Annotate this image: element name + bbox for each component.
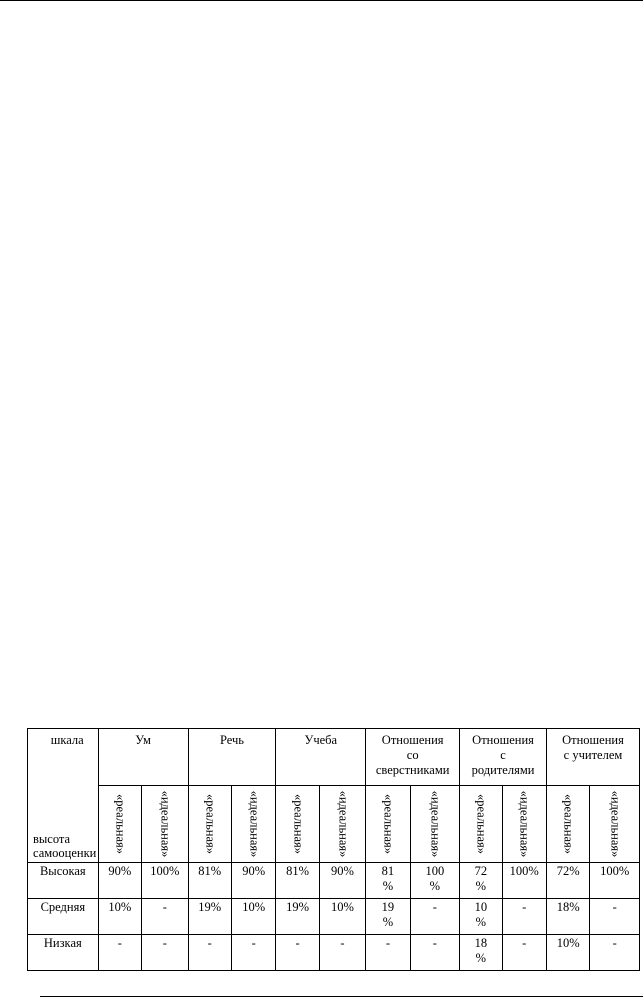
row-label: Низкая: [28, 935, 99, 971]
table-cell: [460, 863, 502, 899]
row-label: Высокая: [28, 863, 99, 899]
table-cell: [319, 863, 365, 899]
subheader-real: [366, 786, 410, 863]
cell-value: 10%: [331, 900, 354, 914]
cell-value: 90%: [108, 864, 132, 878]
table-cell: [142, 863, 188, 899]
table-cell: [188, 899, 231, 935]
subheader-row: [28, 786, 640, 863]
cell-value: 72%: [556, 864, 580, 878]
subheader-real: [546, 786, 589, 863]
table-cell: [142, 899, 188, 935]
cell-value: 90%: [331, 864, 354, 878]
table-cell: [188, 863, 231, 899]
cell-value: -: [117, 936, 122, 950]
table-row: [28, 899, 640, 935]
corner-header-cell: [28, 729, 99, 863]
subheader-ideal: [231, 786, 275, 863]
cell-value: 72: [474, 864, 488, 878]
cell-value: -: [295, 936, 300, 950]
table-cell: [502, 899, 546, 935]
cell-value: -: [522, 900, 527, 914]
cell-value: -: [432, 900, 437, 914]
table-cell: [366, 863, 410, 899]
subheader-ideal-label: «идеальная»: [247, 790, 262, 858]
subheader-real-label: «реальная»: [203, 793, 218, 855]
table-cell: [98, 899, 141, 935]
table-cell: [460, 899, 502, 935]
table-cell: [276, 935, 319, 971]
table-cell: [98, 935, 141, 971]
cell-value: 81: [381, 864, 395, 878]
table-cell: [460, 935, 502, 971]
subheader-ideal-label: «идеальная»: [428, 790, 443, 858]
group-header-study: Учеба: [276, 729, 366, 786]
cell-value: 100: [425, 864, 445, 878]
table-cell: [319, 899, 365, 935]
subheader-real-label: «реальная»: [113, 793, 128, 855]
cell-value: 90%: [242, 864, 266, 878]
cell-value: 81%: [286, 864, 310, 878]
top-rule: [0, 0, 643, 1]
subheader-ideal: [590, 786, 640, 863]
table-cell: [502, 863, 546, 899]
cell-value: 81%: [198, 864, 222, 878]
group-header-teacher: Отношения с учителем: [546, 729, 639, 786]
cell-value: %: [382, 879, 394, 893]
cell-value: 19: [381, 900, 395, 914]
table-cell: [546, 899, 589, 935]
table-cell: [546, 935, 589, 971]
table-cell: [590, 899, 640, 935]
table-cell: [546, 863, 589, 899]
cell-value: -: [522, 936, 527, 950]
subheader-ideal-label: «идеальная»: [336, 790, 350, 858]
subheader-real-label: «реальная»: [291, 793, 306, 855]
subheader-ideal-label: «идеальная»: [517, 790, 532, 858]
cell-value: 100%: [509, 864, 539, 878]
cell-value: 18: [474, 936, 488, 950]
table-row: [28, 935, 640, 971]
cell-value: 10%: [108, 900, 132, 914]
subheader-ideal: [410, 786, 459, 863]
corner-height-label: высота самооценки: [33, 832, 97, 860]
table-cell: [366, 899, 410, 935]
table-cell: [142, 935, 188, 971]
cell-value: 18%: [556, 900, 580, 914]
table-cell: [590, 935, 640, 971]
subheader-real: [188, 786, 231, 863]
subheader-ideal-label: «идеальная»: [608, 790, 623, 858]
table-cell: [188, 935, 231, 971]
subheader-real-label: «реальная»: [474, 793, 489, 855]
subheader-ideal: [502, 786, 546, 863]
self-esteem-table: [27, 728, 640, 971]
subheader-real: [460, 786, 502, 863]
group-header-parents: Отношения с родителями: [460, 729, 547, 786]
group-header-speech: Речь: [188, 729, 276, 786]
table-cell: [590, 863, 640, 899]
cell-value: %: [382, 915, 394, 929]
cell-value: -: [162, 900, 167, 914]
table-cell: [231, 899, 275, 935]
cell-value: -: [612, 936, 617, 950]
table-cell: [410, 899, 459, 935]
cell-value: -: [432, 936, 437, 950]
subheader-ideal-label: «идеальная»: [158, 790, 173, 858]
cell-value: 10%: [556, 936, 580, 950]
cell-value: 100%: [600, 864, 630, 878]
cell-value: -: [385, 936, 391, 950]
table-cell: [502, 935, 546, 971]
table-cell: [276, 899, 319, 935]
table-cell: [410, 935, 459, 971]
cell-value: -: [340, 936, 345, 950]
table-cell: [366, 935, 410, 971]
table-cell: [231, 935, 275, 971]
subheader-real-label: «реальная»: [381, 793, 396, 855]
cell-value: 10%: [242, 900, 266, 914]
cell-value: %: [475, 915, 487, 929]
subheader-ideal: [319, 786, 365, 863]
cell-value: 100%: [150, 864, 180, 878]
row-label: Средняя: [28, 899, 99, 935]
subheader-real: [276, 786, 319, 863]
cell-value: -: [162, 936, 167, 950]
table-cell: [276, 863, 319, 899]
cell-value: -: [207, 936, 212, 950]
table-cell: [98, 863, 141, 899]
table-row: [28, 863, 640, 899]
bottom-rule: [40, 996, 643, 997]
subheader-real-label: «реальная»: [561, 793, 576, 855]
subheader-ideal: [142, 786, 188, 863]
table-cell: [319, 935, 365, 971]
table-cell: [231, 863, 275, 899]
group-header-peers: Отношения со сверстниками: [366, 729, 460, 786]
group-header-mind: Ум: [98, 729, 188, 786]
table-cell: [410, 863, 459, 899]
cell-value: 10: [474, 900, 488, 914]
subheader-real: [98, 786, 141, 863]
cell-value: 19%: [286, 900, 310, 914]
cell-value: -: [612, 900, 617, 914]
cell-value: %: [475, 879, 487, 893]
cell-value: %: [429, 879, 441, 893]
cell-value: -: [251, 936, 256, 950]
cell-value: 19%: [198, 900, 222, 914]
corner-scale-label: шкала: [50, 733, 84, 747]
cell-value: %: [475, 951, 487, 965]
